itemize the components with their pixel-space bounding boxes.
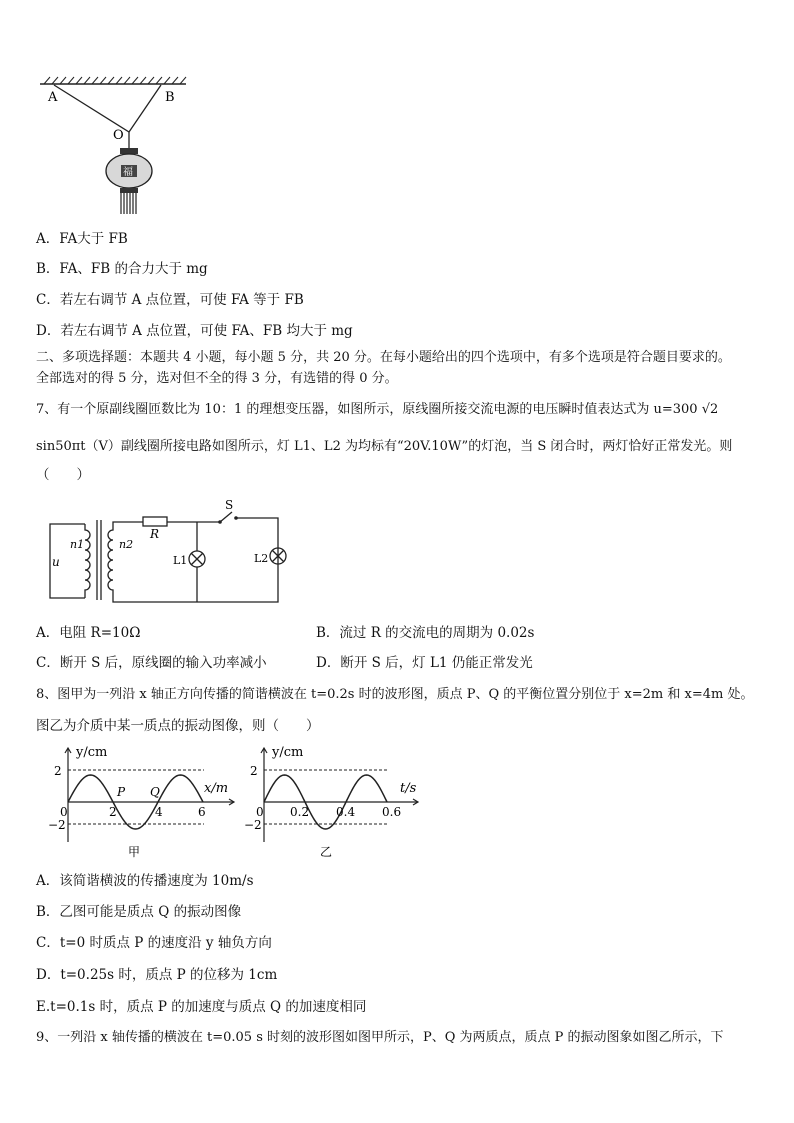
q7-option-d: D．断开 S 后，灯 L1 仍能正常发光 <box>316 655 533 671</box>
q8-option-a: A．该简谐横波的传播速度为 10m/s <box>36 873 254 889</box>
yi-xtick-02: 0.2 <box>290 805 310 819</box>
q8-option-c: C．t=0 时质点 P 的速度沿 y 轴负方向 <box>36 935 272 951</box>
yi-xtick-0: 0 <box>256 805 264 819</box>
jia-caption: 甲 <box>128 845 141 859</box>
jia-xtick-0: 0 <box>60 805 68 819</box>
wave-graph-yi <box>240 742 430 862</box>
q6-option-c: C．若左右调节 A 点位置，可使 FA 等于 FB <box>36 292 304 308</box>
section2-line1: 二、多项选择题：本题共 4 小题，每小题 5 分，共 20 分。在每小题给出的四个选项中，有多个选项是符合题目要求的。 <box>36 350 731 365</box>
q7-line1: 7、有一个原副线圈匝数比为 10：1 的理想变压器，如图所示，原线圈所接交流电源的电压瞬时值表达式为 u=300 √2 <box>36 402 719 417</box>
yi-caption: 乙 <box>320 845 333 859</box>
yi-ytick-neg2: −2 <box>244 818 262 832</box>
q8-line1: 8、图甲为一列沿 x 轴正方向传播的简谐横波在 t=0.2s 时的波形图，质点 P、Q 的平衡位置分别位于 x=2m 和 x=4m 处。 <box>36 687 754 702</box>
q8-line2: 图乙为介质中某一质点的振动图像，则（ ） <box>36 718 320 734</box>
lantern-figure <box>36 74 206 224</box>
yi-xtick-06: 0.6 <box>382 805 402 819</box>
label-s: S <box>225 498 234 512</box>
jia-xtick-4: 4 <box>155 805 163 819</box>
q7-option-b: B．流过 R 的交流电的周期为 0.02s <box>316 625 535 641</box>
jia-xlabel: x/m <box>204 781 229 796</box>
yi-ylabel: y/cm <box>272 745 304 760</box>
jia-xtick-2: 2 <box>109 805 117 819</box>
yi-ytick-2: 2 <box>250 764 258 778</box>
label-u: u <box>52 555 60 569</box>
jia-ytick-neg2: −2 <box>48 818 66 832</box>
q7-option-c: C．断开 S 后，原线圈的输入功率减小 <box>36 655 267 671</box>
q9-line1: 9、一列沿 x 轴传播的横波在 t=0.05 s 时刻的波形图如图甲所示，P、Q 为两质点，质点 P 的振动图象如图乙所示，下 <box>36 1030 724 1045</box>
lantern-char: 福 <box>123 167 133 178</box>
label-b: B <box>165 90 175 105</box>
yi-xtick-04: 0.4 <box>336 805 356 819</box>
label-o: O <box>113 128 124 143</box>
label-a: A <box>48 90 58 105</box>
q7-line3: （ ） <box>36 467 90 483</box>
jia-point-p: P <box>117 785 126 799</box>
jia-ylabel: y/cm <box>76 745 108 760</box>
label-l1: L1 <box>173 554 188 567</box>
label-l2: L2 <box>254 552 269 565</box>
q6-option-a: A．FA大于 FB <box>36 231 128 247</box>
label-r: R <box>150 527 160 541</box>
yi-xlabel: t/s <box>400 781 417 796</box>
q7-line2: sin50πt（V）副线圈所接电路如图所示，灯 L1、L2 为均标有“20V.10W”的灯泡，当 S 闭合时，两灯恰好正常发光。则 <box>36 439 733 454</box>
jia-xtick-6: 6 <box>198 805 206 819</box>
label-n2: n2 <box>119 538 134 551</box>
label-n1: n1 <box>70 538 85 551</box>
q8-option-e: E.t=0.1s 时，质点 P 的加速度与质点 Q 的加速度相同 <box>36 999 367 1015</box>
q6-option-b: B．FA、FB 的合力大于 mg <box>36 261 208 277</box>
jia-ytick-2: 2 <box>54 764 62 778</box>
q6-option-d: D．若左右调节 A 点位置，可使 FA、FB 均大于 mg <box>36 323 353 339</box>
wave-graph-jia <box>44 742 244 862</box>
q8-option-b: B．乙图可能是质点 Q 的振动图像 <box>36 904 242 920</box>
transformer-circuit <box>40 496 300 606</box>
jia-point-q: Q <box>150 785 160 799</box>
q8-option-d: D．t=0.25s 时，质点 P 的位移为 1cm <box>36 967 278 983</box>
section2-line2: 全部选对的得 5 分，选对但不全的得 3 分，有选错的得 0 分。 <box>36 371 398 386</box>
q7-option-a: A．电阻 R=10Ω <box>36 625 141 641</box>
